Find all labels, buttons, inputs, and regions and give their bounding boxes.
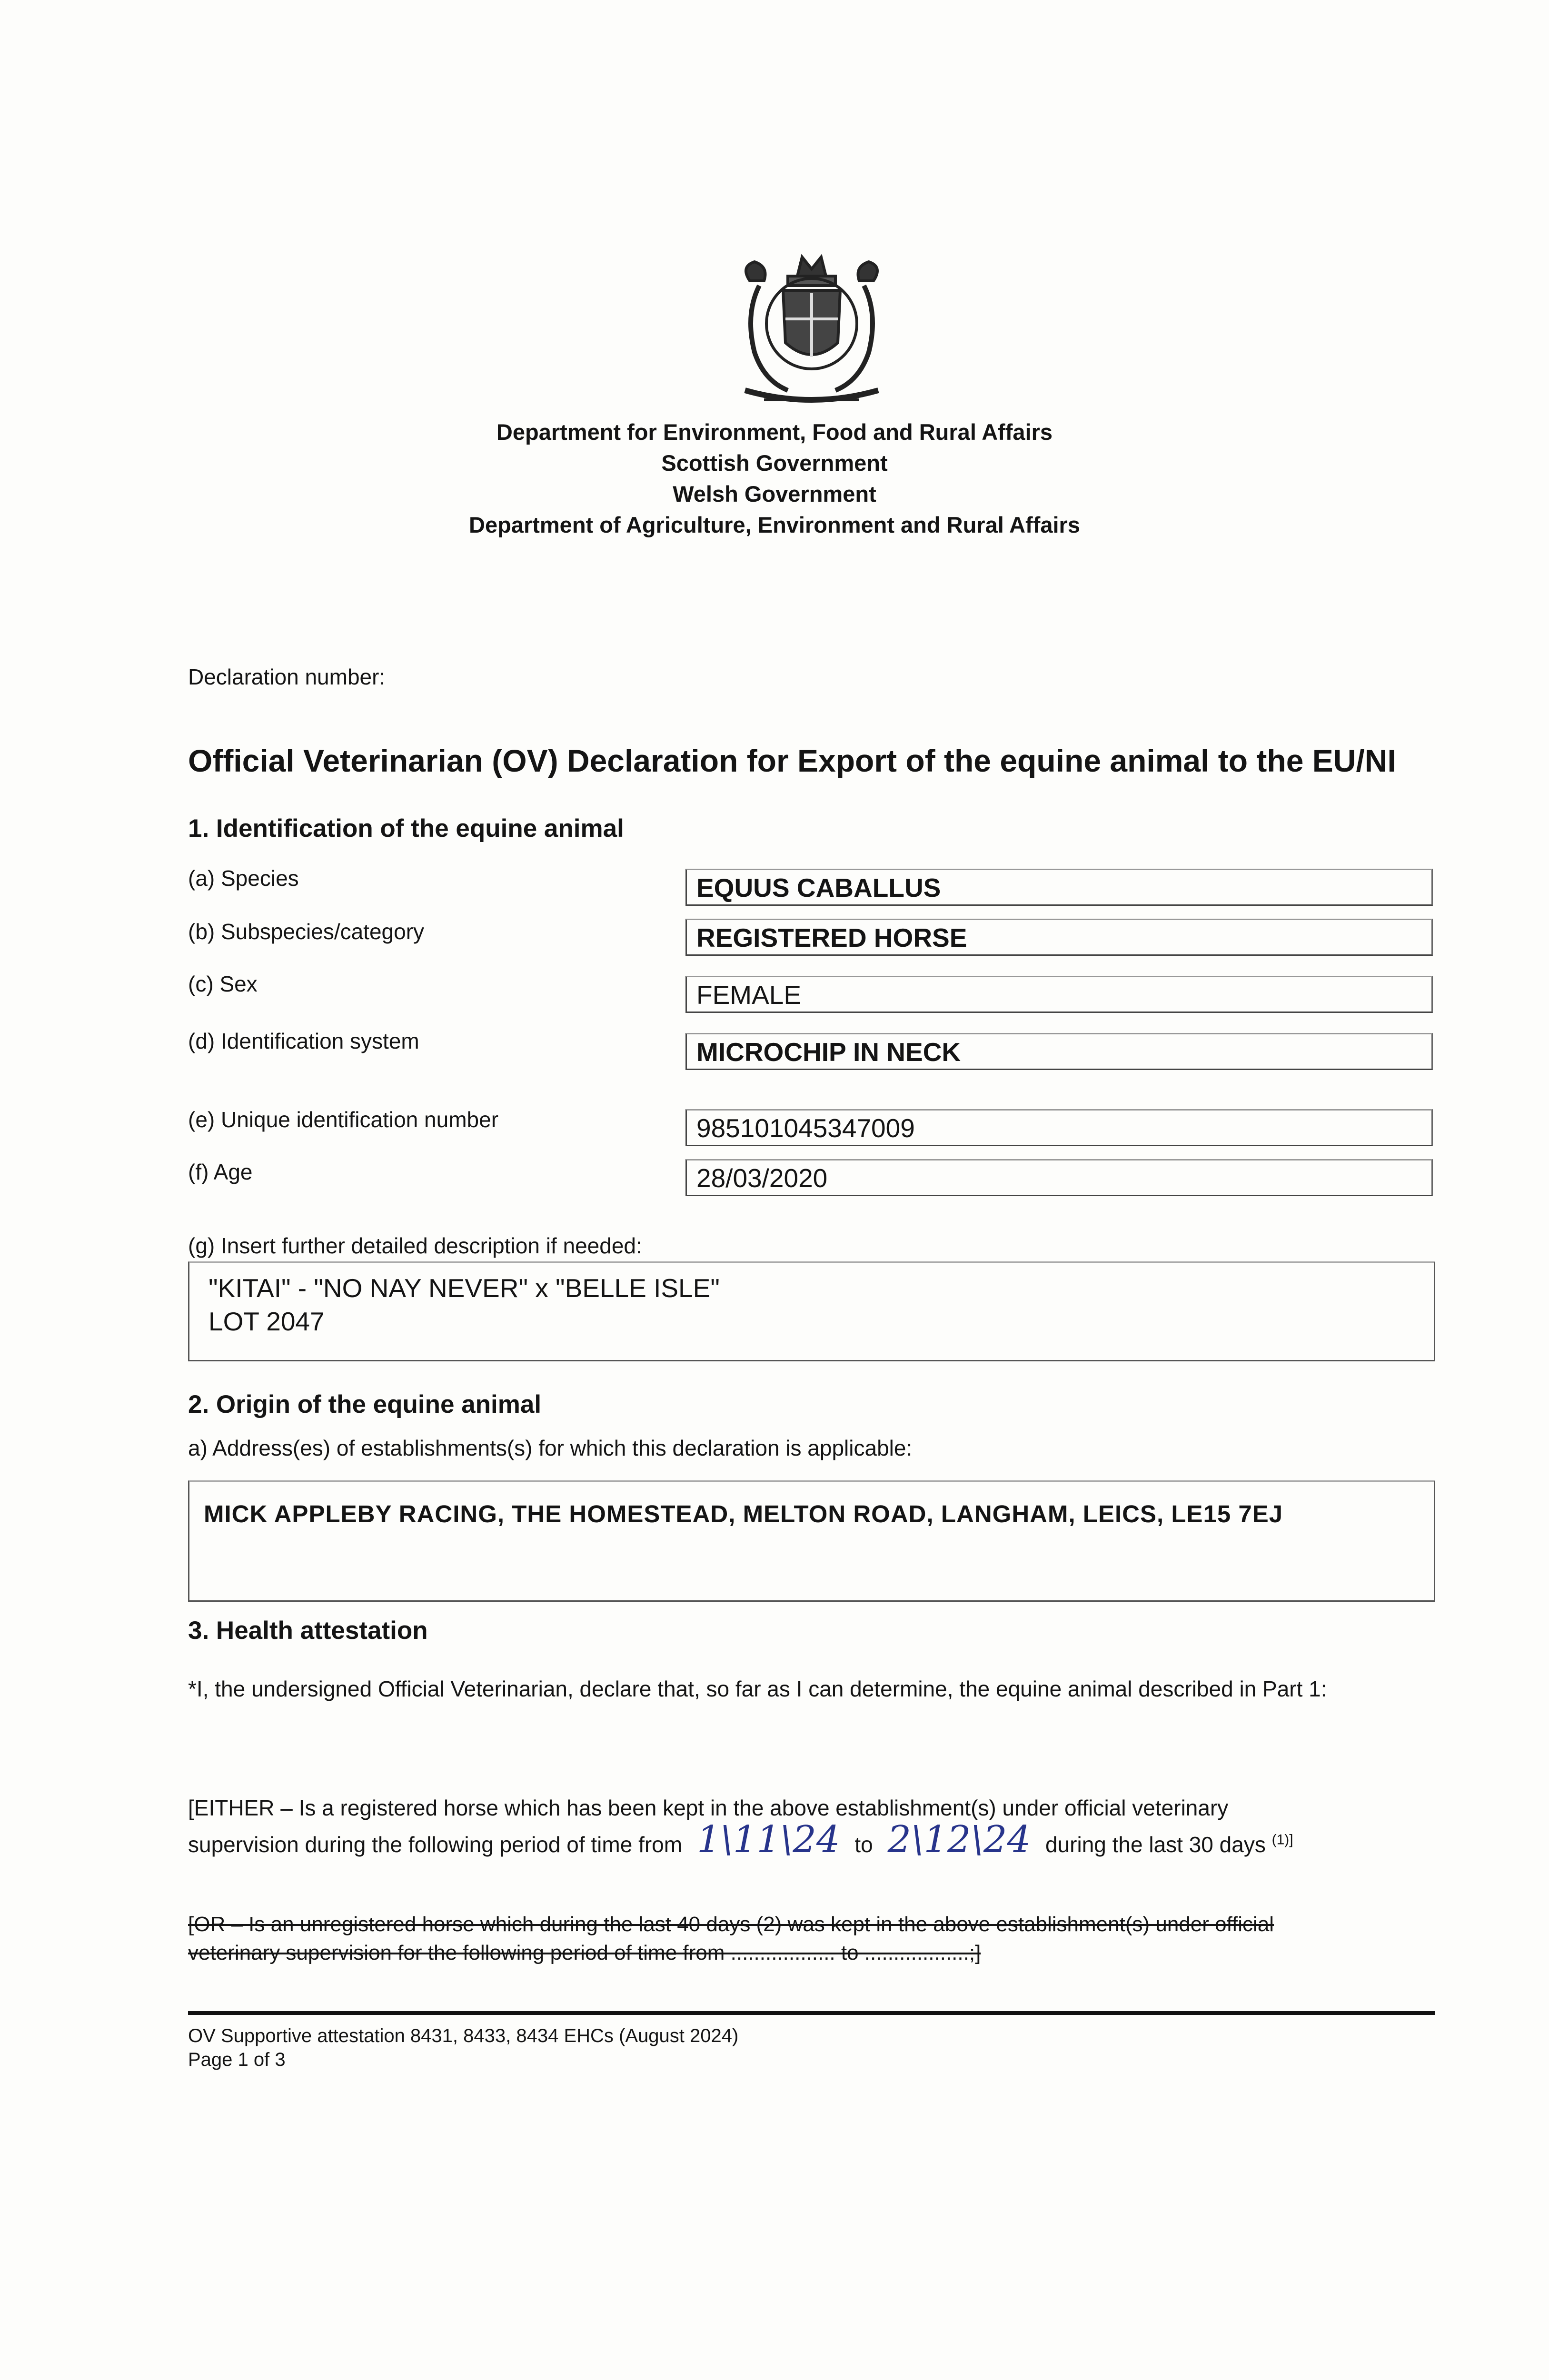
handwritten-date-to: 2\12\24 [887, 1818, 1031, 1861]
either-line-1: [EITHER – Is a registered horse which has been kept in the above establishment(s) under official veterinary [188, 1795, 1229, 1820]
page-title: Official Veterinarian (OV) Declaration for Export of the equine animal to the EU/NI [188, 743, 1396, 778]
age-label: (f) Age [188, 1160, 253, 1184]
address-label: a) Address(es) of establishments(s) for which this declaration is applicable: [188, 1436, 913, 1460]
unique-id-label: (e) Unique identification number [188, 1107, 499, 1132]
section-2-heading: 2. Origin of the equine animal [188, 1390, 542, 1418]
either-line-2-start: supervision during the following period of time from [188, 1832, 683, 1857]
either-line-2 [188, 1818, 1445, 1861]
declaration-number-label: Declaration number: [188, 664, 386, 689]
age-field[interactable]: 28/03/2020 [685, 1159, 1433, 1196]
department-line-1: Department for Environment, Food and Rural Affairs [496, 419, 1053, 445]
sex-field[interactable]: FEMALE [685, 976, 1433, 1013]
either-to: to [854, 1832, 873, 1857]
address-value: MICK APPLEBY RACING, THE HOMESTEAD, MELTON ROAD, LANGHAM, LEICS, LE15 7EJ [204, 1500, 1283, 1527]
section-3-heading: 3. Health attestation [188, 1616, 428, 1645]
subspecies-label: (b) Subspecies/category [188, 919, 425, 944]
identification-system-field[interactable]: MICROCHIP IN NECK [685, 1033, 1433, 1070]
footer-divider [188, 2011, 1435, 2015]
subspecies-field[interactable]: REGISTERED HORSE [685, 919, 1433, 956]
identification-system-label: (d) Identification system [188, 1029, 419, 1053]
department-line-3: Welsh Government [673, 481, 876, 506]
department-line-4: Department of Agriculture, Environment and Rural Affairs [469, 512, 1080, 537]
further-description-label: (g) Insert further detailed description if needed: [188, 1233, 642, 1258]
footer-attestation-ref: OV Supportive attestation 8431, 8433, 8434 EHCs (August 2024) [188, 2025, 739, 2046]
further-description-line-1: "KITAI" - "NO NAY NEVER" x "BELLE ISLE" [209, 1273, 720, 1303]
section-1-heading: 1. Identification of the equine animal [188, 814, 624, 843]
further-description-line-2: LOT 2047 [209, 1307, 325, 1336]
handwritten-date-from: 1\11\24 [696, 1818, 840, 1861]
unique-id-field[interactable]: 985101045347009 [685, 1109, 1433, 1146]
species-label: (a) Species [188, 866, 299, 891]
address-box[interactable] [188, 1480, 1435, 1602]
either-footnote: (1)] [1271, 1832, 1293, 1848]
or-line-2-struck: veterinary supervision for the following period of time from .................. to ..................;] [188, 1941, 981, 1964]
attestation-intro: *I, the undersigned Official Veterinarian, declare that, so far as I can determine, the equine animal described in Part 1: [188, 1676, 1327, 1701]
footer-page-number: Page 1 of 3 [188, 2049, 286, 2070]
royal-coat-of-arms-icon [716, 248, 907, 409]
department-line-2: Scottish Government [661, 450, 888, 476]
further-description-box[interactable] [188, 1261, 1435, 1361]
either-line-2-end: during the last 30 days [1045, 1832, 1266, 1857]
species-field[interactable]: EQUUS CABALLUS [685, 869, 1433, 906]
or-line-1-struck: [OR – Is an unregistered horse which during the last 40 days (2) was kept in the above establishment(s) under official [188, 1913, 1274, 1936]
sex-label: (c) Sex [188, 972, 258, 996]
